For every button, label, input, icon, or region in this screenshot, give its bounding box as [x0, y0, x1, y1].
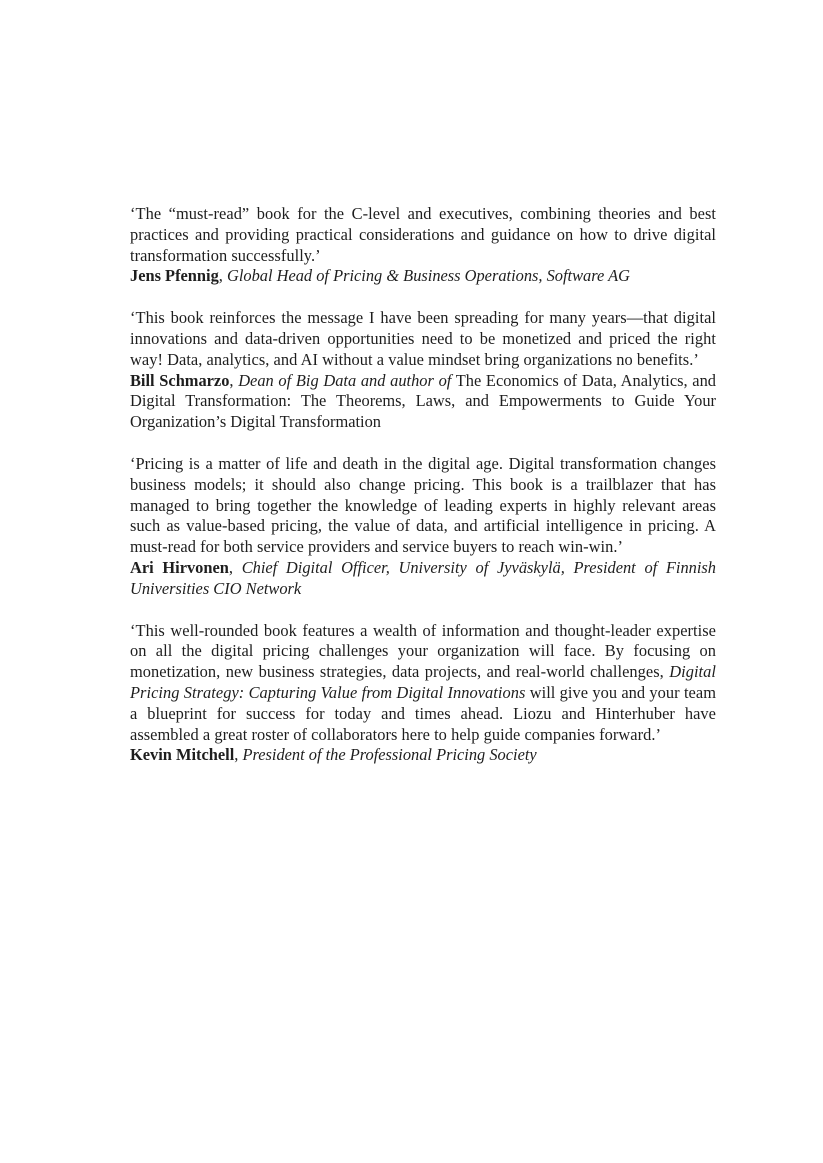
endorsements-page [130, 204, 716, 787]
endorsement-attribution [130, 558, 716, 600]
endorser-book-title: The Economics of Data, Analytics, and Digital Transformation: The Theorems, Laws, and Empowerments to Guide Your Organization’s Digital Transformation [130, 370, 716, 432]
quoted-book-title: Digital Pricing Strategy: Capturing Value from Digital Innovations [130, 662, 716, 702]
endorsement-quote [130, 621, 716, 746]
endorser-name: Bill Schmarzo [130, 370, 230, 390]
endorsement-hirvonen [130, 454, 716, 600]
endorser-name: Jens Pfennig [130, 266, 219, 286]
endorsement-attribution [130, 371, 716, 433]
endorser-role: Dean of Big Data and author of [238, 370, 452, 390]
endorsement-quote: ‘The “must-read” book for the C-level and executives, combining theories and best practices and providing practical considerations and guidance on how to drive digital transformation successfully.’ [130, 204, 716, 265]
quote-text-after: will give you and your team a blueprint for success for today and times ahead. Liozu and Hinterhuber have assembled a great roster of collaborators here to help guide companies forward.’ [130, 682, 716, 744]
endorsement-quote: ‘Pricing is a matter of life and death in the digital age. Digital transformation changes business models; it should also change pricing. This book is a trailblazer that has managed to bring together the knowledge of leading experts in highly relevant areas such as value-based pricing, the value of data, and artificial intelligence in pricing. A must-read for both service providers and service buyers to reach win-win.’ [130, 453, 716, 557]
endorser-role: President of the Professional Pricing Society [242, 745, 537, 765]
endorser-name: Ari Hirvonen [130, 557, 229, 577]
endorsement-pfennig [130, 204, 716, 287]
quote-text-before: ‘This well-rounded book features a wealth of information and thought-leader expertise on all the digital pricing challenges your organization will face. By focusing on monetization, new business strategies, data projects, and real-world challenges, [130, 620, 716, 682]
endorsement-attribution [130, 266, 716, 287]
attribution-separator: , [229, 370, 239, 390]
endorsement-quote: ‘This book reinforces the message I have been spreading for many years—that digital innovations and data-driven opportunities need to be monetized and priced the right way! Data, analytics, and AI without a value mindset bring organizations no benefits.’ [130, 308, 716, 369]
endorser-role: Chief Digital Officer, University of Jyväskylä, President of Finnish Universities CIO Network [130, 557, 716, 598]
attribution-separator: , [218, 266, 227, 286]
attribution-separator: , [228, 557, 242, 577]
endorsement-mitchell [130, 621, 716, 767]
endorser-role: Global Head of Pricing & Business Operations, Software AG [227, 266, 630, 286]
endorser-name: Kevin Mitchell [130, 745, 235, 765]
attribution-separator: , [234, 745, 243, 765]
endorsement-attribution [130, 745, 716, 766]
endorsement-schmarzo [130, 308, 716, 433]
